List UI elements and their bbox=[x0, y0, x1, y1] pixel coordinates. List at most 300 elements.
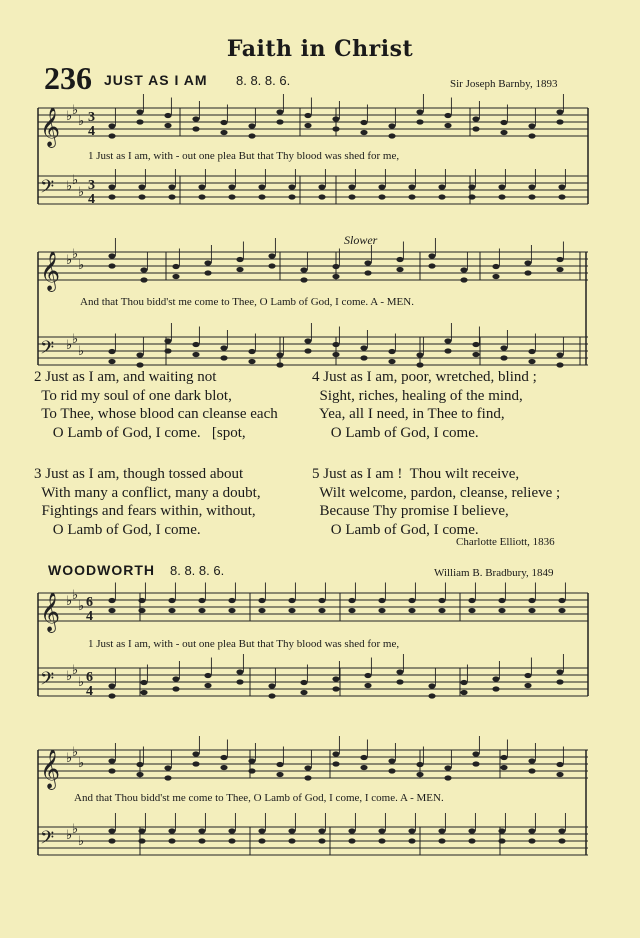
note-head bbox=[136, 109, 143, 114]
svg-text:♭: ♭ bbox=[78, 834, 85, 849]
note-head bbox=[288, 608, 295, 613]
note-head bbox=[558, 608, 565, 613]
note-head bbox=[388, 758, 395, 763]
note-head bbox=[438, 194, 445, 199]
note-head bbox=[498, 194, 505, 199]
note-head bbox=[164, 775, 171, 780]
note-head bbox=[288, 194, 295, 199]
note-head bbox=[172, 676, 179, 681]
note-head bbox=[138, 598, 145, 603]
note-head bbox=[318, 838, 325, 843]
note-head bbox=[378, 598, 385, 603]
note-head bbox=[528, 349, 535, 354]
tune-name-2: WOODWORTH bbox=[48, 562, 155, 578]
svg-text:4: 4 bbox=[88, 192, 95, 207]
note-head bbox=[108, 768, 115, 773]
meter-2: 8. 8. 8. 6. bbox=[170, 563, 225, 578]
note-head bbox=[468, 828, 475, 833]
lyric-line-2: And that Thou bidd'st me come to Thee, O Lamb of God, I come. A - MEN. bbox=[80, 296, 414, 308]
svg-text:♭: ♭ bbox=[66, 338, 73, 353]
note-head bbox=[258, 598, 265, 603]
page-title: Faith in Christ bbox=[226, 36, 414, 62]
note-head bbox=[248, 768, 255, 773]
tempo-marking: Slower bbox=[344, 233, 378, 247]
note-head bbox=[558, 828, 565, 833]
note-head bbox=[416, 762, 423, 767]
note-head bbox=[192, 342, 199, 347]
note-head bbox=[416, 362, 423, 367]
note-head bbox=[498, 828, 505, 833]
note-head bbox=[360, 755, 367, 760]
note-head bbox=[528, 598, 535, 603]
note-head bbox=[164, 113, 171, 118]
note-head bbox=[360, 345, 367, 350]
note-head bbox=[364, 683, 371, 688]
note-head bbox=[304, 775, 311, 780]
note-head bbox=[360, 120, 367, 125]
note-head bbox=[268, 253, 275, 258]
note-head bbox=[168, 194, 175, 199]
note-head bbox=[500, 765, 507, 770]
note-head bbox=[108, 253, 115, 258]
note-head bbox=[136, 762, 143, 767]
note-head bbox=[268, 263, 275, 268]
note-head bbox=[332, 116, 339, 121]
note-head bbox=[378, 608, 385, 613]
note-head bbox=[472, 342, 479, 347]
note-head bbox=[204, 270, 211, 275]
svg-text:♭: ♭ bbox=[66, 669, 73, 684]
bass-clef-4: 𝄢 bbox=[40, 828, 55, 853]
note-head bbox=[416, 119, 423, 124]
bass-clef-3: 𝄢 bbox=[40, 669, 55, 694]
svg-text:♭: ♭ bbox=[72, 173, 79, 188]
note-head bbox=[268, 683, 275, 688]
note-head bbox=[332, 686, 339, 691]
note-head bbox=[378, 184, 385, 189]
note-head bbox=[524, 270, 531, 275]
note-head bbox=[164, 338, 171, 343]
note-head bbox=[248, 133, 255, 138]
note-head bbox=[388, 349, 395, 354]
tune-name: JUST AS I AM bbox=[104, 72, 208, 88]
note-head bbox=[408, 598, 415, 603]
note-head bbox=[524, 683, 531, 688]
note-head bbox=[220, 765, 227, 770]
note-head bbox=[108, 693, 115, 698]
note-head bbox=[268, 693, 275, 698]
svg-text:♭: ♭ bbox=[78, 114, 85, 129]
lyric-line-4: And that Thou bidd'st me come to Thee, O Lamb of God, I come, I come. A - MEN. bbox=[74, 792, 444, 804]
note-head bbox=[140, 680, 147, 685]
note-head bbox=[304, 123, 311, 128]
svg-text:♭: ♭ bbox=[66, 751, 73, 766]
staff-treble-2 bbox=[38, 252, 588, 280]
note-head bbox=[228, 828, 235, 833]
svg-text:4: 4 bbox=[86, 684, 93, 699]
note-head bbox=[438, 598, 445, 603]
note-head bbox=[138, 608, 145, 613]
note-head bbox=[198, 828, 205, 833]
note-head bbox=[168, 828, 175, 833]
svg-text:♭: ♭ bbox=[72, 822, 79, 837]
note-head bbox=[416, 352, 423, 357]
note-head bbox=[140, 277, 147, 282]
note-head bbox=[108, 598, 115, 603]
note-head bbox=[192, 116, 199, 121]
note-head bbox=[198, 608, 205, 613]
note-head bbox=[228, 194, 235, 199]
note-head bbox=[332, 751, 339, 756]
note-head bbox=[172, 274, 179, 279]
svg-text:♭: ♭ bbox=[72, 103, 79, 118]
note-head bbox=[220, 755, 227, 760]
note-head bbox=[460, 690, 467, 695]
bass-clef-2: 𝄢 bbox=[40, 338, 55, 363]
note-head bbox=[378, 194, 385, 199]
staff-bass-2 bbox=[38, 337, 588, 365]
note-head bbox=[528, 359, 535, 364]
note-head bbox=[428, 253, 435, 258]
note-head bbox=[220, 130, 227, 135]
note-head bbox=[408, 184, 415, 189]
note-head bbox=[556, 119, 563, 124]
note-head bbox=[300, 680, 307, 685]
note-head bbox=[204, 260, 211, 265]
note-head bbox=[388, 359, 395, 364]
note-head bbox=[192, 352, 199, 357]
note-head bbox=[460, 680, 467, 685]
note-head bbox=[168, 184, 175, 189]
note-head bbox=[172, 264, 179, 269]
note-head bbox=[500, 355, 507, 360]
note-head bbox=[332, 264, 339, 269]
note-head bbox=[364, 673, 371, 678]
note-head bbox=[300, 267, 307, 272]
note-head bbox=[332, 676, 339, 681]
svg-text:♭: ♭ bbox=[66, 828, 73, 843]
staff-treble-4 bbox=[38, 750, 588, 778]
note-head bbox=[332, 342, 339, 347]
note-head bbox=[236, 267, 243, 272]
note-head bbox=[468, 184, 475, 189]
note-head bbox=[556, 362, 563, 367]
note-head bbox=[108, 828, 115, 833]
note-head bbox=[528, 608, 535, 613]
note-head bbox=[108, 133, 115, 138]
note-head bbox=[348, 194, 355, 199]
note-head bbox=[276, 772, 283, 777]
note-head bbox=[164, 765, 171, 770]
note-head bbox=[396, 679, 403, 684]
note-head bbox=[444, 113, 451, 118]
note-head bbox=[556, 669, 563, 674]
note-head bbox=[500, 755, 507, 760]
svg-text:♭: ♭ bbox=[78, 756, 85, 771]
note-head bbox=[360, 355, 367, 360]
note-head bbox=[168, 598, 175, 603]
svg-text:4: 4 bbox=[86, 609, 93, 624]
svg-text:♭: ♭ bbox=[78, 258, 85, 273]
note-head bbox=[304, 113, 311, 118]
note-head bbox=[396, 267, 403, 272]
note-head bbox=[498, 608, 505, 613]
svg-text:♭: ♭ bbox=[66, 594, 73, 609]
note-head bbox=[228, 838, 235, 843]
note-head bbox=[348, 184, 355, 189]
svg-text:♭: ♭ bbox=[72, 745, 79, 760]
note-head bbox=[168, 608, 175, 613]
note-head bbox=[492, 676, 499, 681]
hymn-number: 236 bbox=[44, 60, 92, 96]
note-head bbox=[468, 598, 475, 603]
note-head bbox=[556, 267, 563, 272]
note-head bbox=[408, 194, 415, 199]
note-head bbox=[164, 348, 171, 353]
note-head bbox=[472, 116, 479, 121]
note-head bbox=[258, 184, 265, 189]
note-head bbox=[444, 775, 451, 780]
note-head bbox=[348, 838, 355, 843]
note-head bbox=[332, 761, 339, 766]
note-head bbox=[236, 669, 243, 674]
note-head bbox=[318, 608, 325, 613]
note-head bbox=[276, 362, 283, 367]
note-head bbox=[318, 184, 325, 189]
note-head bbox=[236, 679, 243, 684]
note-head bbox=[332, 126, 339, 131]
note-head bbox=[444, 348, 451, 353]
note-head bbox=[500, 120, 507, 125]
note-head bbox=[192, 751, 199, 756]
note-head bbox=[304, 338, 311, 343]
note-head bbox=[492, 274, 499, 279]
note-head bbox=[498, 598, 505, 603]
note-head bbox=[558, 184, 565, 189]
note-head bbox=[428, 693, 435, 698]
note-head bbox=[528, 758, 535, 763]
note-head bbox=[528, 768, 535, 773]
note-head bbox=[364, 270, 371, 275]
note-head bbox=[438, 838, 445, 843]
svg-text:♭: ♭ bbox=[72, 332, 79, 347]
meter: 8. 8. 8. 6. bbox=[236, 73, 291, 88]
note-head bbox=[300, 277, 307, 282]
note-head bbox=[288, 828, 295, 833]
note-head bbox=[498, 184, 505, 189]
note-head bbox=[258, 828, 265, 833]
bass-clef-1: 𝄢 bbox=[40, 177, 55, 202]
note-head bbox=[528, 828, 535, 833]
note-head bbox=[444, 123, 451, 128]
note-head bbox=[556, 679, 563, 684]
note-head bbox=[558, 838, 565, 843]
svg-text:♭: ♭ bbox=[78, 185, 85, 200]
note-head bbox=[528, 184, 535, 189]
note-head bbox=[460, 277, 467, 282]
lyric-line-1: 1 Just as I am, with - out one plea But that Thy blood was shed for me, bbox=[88, 150, 400, 162]
note-head bbox=[556, 772, 563, 777]
note-head bbox=[288, 184, 295, 189]
note-head bbox=[438, 608, 445, 613]
note-head bbox=[108, 194, 115, 199]
note-head bbox=[108, 838, 115, 843]
note-head bbox=[198, 184, 205, 189]
note-head bbox=[258, 838, 265, 843]
note-head bbox=[472, 761, 479, 766]
note-head bbox=[388, 133, 395, 138]
svg-text:♭: ♭ bbox=[72, 588, 79, 603]
note-head bbox=[138, 194, 145, 199]
note-head bbox=[108, 683, 115, 688]
note-head bbox=[198, 194, 205, 199]
note-head bbox=[136, 352, 143, 357]
note-head bbox=[108, 263, 115, 268]
note-head bbox=[472, 126, 479, 131]
note-head bbox=[408, 828, 415, 833]
note-head bbox=[140, 267, 147, 272]
note-head bbox=[108, 359, 115, 364]
treble-clef-2: 𝄞 bbox=[40, 251, 61, 291]
note-head bbox=[276, 762, 283, 767]
note-head bbox=[192, 761, 199, 766]
note-head bbox=[318, 828, 325, 833]
note-head bbox=[408, 608, 415, 613]
note-head bbox=[318, 598, 325, 603]
verse-2: 2 Just as I am, and waiting not To rid my soul of one dark blot, To Thee, whose blood can cleanse each O Lamb of God, I come. [spot, bbox=[34, 369, 278, 441]
note-head bbox=[168, 838, 175, 843]
note-head bbox=[492, 686, 499, 691]
note-head bbox=[378, 828, 385, 833]
note-head bbox=[248, 359, 255, 364]
note-head bbox=[108, 184, 115, 189]
note-head bbox=[332, 274, 339, 279]
note-head bbox=[304, 765, 311, 770]
note-head bbox=[396, 257, 403, 262]
note-head bbox=[228, 184, 235, 189]
note-head bbox=[408, 838, 415, 843]
verse-4: 4 Just as I am, poor, wretched, blind ; Sight, riches, healing of the mind, Yea, all I need, in Thee to find, O Lamb of God, I come. bbox=[312, 369, 537, 441]
note-head bbox=[500, 130, 507, 135]
note-head bbox=[388, 768, 395, 773]
note-head bbox=[556, 257, 563, 262]
note-head bbox=[472, 751, 479, 756]
note-head bbox=[228, 598, 235, 603]
note-head bbox=[348, 828, 355, 833]
note-head bbox=[288, 598, 295, 603]
note-head bbox=[138, 828, 145, 833]
svg-text:6: 6 bbox=[86, 595, 93, 610]
note-head bbox=[528, 838, 535, 843]
note-head bbox=[348, 598, 355, 603]
composer: Sir Joseph Barnby, 1893 bbox=[450, 78, 558, 90]
note-head bbox=[428, 683, 435, 688]
svg-text:4: 4 bbox=[88, 124, 95, 139]
note-head bbox=[220, 355, 227, 360]
note-head bbox=[276, 119, 283, 124]
note-head bbox=[136, 772, 143, 777]
note-head bbox=[438, 184, 445, 189]
note-head bbox=[164, 123, 171, 128]
note-head bbox=[236, 257, 243, 262]
treble-clef-3: 𝄞 bbox=[40, 592, 61, 632]
note-head bbox=[524, 673, 531, 678]
note-head bbox=[108, 123, 115, 128]
treble-clef-1: 𝄞 bbox=[40, 107, 61, 147]
note-head bbox=[556, 762, 563, 767]
note-head bbox=[468, 194, 475, 199]
note-head bbox=[198, 838, 205, 843]
note-head bbox=[140, 690, 147, 695]
note-head bbox=[558, 598, 565, 603]
note-head bbox=[136, 119, 143, 124]
note-head bbox=[472, 352, 479, 357]
note-head bbox=[204, 673, 211, 678]
note-head bbox=[258, 194, 265, 199]
note-head bbox=[444, 338, 451, 343]
svg-text:♭: ♭ bbox=[78, 675, 85, 690]
svg-text:6: 6 bbox=[86, 670, 93, 685]
note-head bbox=[318, 194, 325, 199]
note-head bbox=[348, 608, 355, 613]
svg-text:3: 3 bbox=[88, 110, 95, 125]
note-head bbox=[558, 194, 565, 199]
svg-text:♭: ♭ bbox=[72, 247, 79, 262]
treble-clef-4: 𝄞 bbox=[40, 749, 61, 789]
note-head bbox=[248, 123, 255, 128]
svg-text:♭: ♭ bbox=[66, 253, 73, 268]
note-head bbox=[300, 690, 307, 695]
note-head bbox=[332, 352, 339, 357]
svg-text:3: 3 bbox=[88, 178, 95, 193]
note-head bbox=[500, 345, 507, 350]
note-head bbox=[108, 758, 115, 763]
note-head bbox=[136, 362, 143, 367]
note-head bbox=[468, 838, 475, 843]
verse-5: 5 Just as I am ! Thou wilt receive, Wilt welcome, pardon, cleanse, relieve ; Because Thy promise I believe, O Lamb of God, I come. bbox=[312, 466, 561, 538]
note-head bbox=[492, 264, 499, 269]
note-head bbox=[396, 669, 403, 674]
note-head bbox=[228, 608, 235, 613]
note-head bbox=[204, 683, 211, 688]
note-head bbox=[528, 194, 535, 199]
note-head bbox=[258, 608, 265, 613]
note-head bbox=[304, 348, 311, 353]
note-head bbox=[248, 758, 255, 763]
note-head bbox=[444, 765, 451, 770]
note-head bbox=[276, 109, 283, 114]
note-head bbox=[528, 133, 535, 138]
svg-text:♭: ♭ bbox=[72, 663, 79, 678]
note-head bbox=[378, 838, 385, 843]
note-head bbox=[360, 130, 367, 135]
note-head bbox=[524, 260, 531, 265]
note-head bbox=[220, 120, 227, 125]
lyric-line-3: 1 Just as I am, with - out one plea But that Thy blood was shed for me, bbox=[88, 638, 400, 650]
svg-text:♭: ♭ bbox=[66, 179, 73, 194]
note-head bbox=[416, 772, 423, 777]
note-head bbox=[108, 349, 115, 354]
note-head bbox=[360, 765, 367, 770]
note-head bbox=[248, 349, 255, 354]
svg-text:♭: ♭ bbox=[66, 109, 73, 124]
note-head bbox=[220, 345, 227, 350]
note-head bbox=[438, 828, 445, 833]
note-head bbox=[528, 123, 535, 128]
note-head bbox=[276, 352, 283, 357]
note-head bbox=[288, 838, 295, 843]
svg-text:♭: ♭ bbox=[78, 599, 85, 614]
